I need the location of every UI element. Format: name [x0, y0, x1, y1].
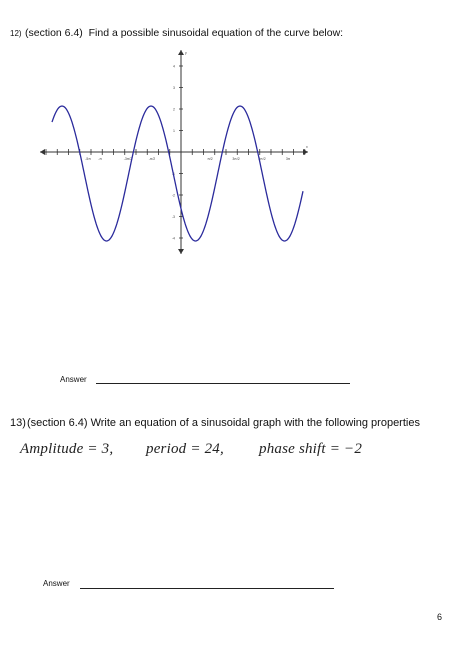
y-axis-arrow [178, 50, 184, 55]
x-tick-label: -3π/2 [123, 157, 133, 161]
answer-13-line[interactable] [80, 588, 334, 589]
sinusoid-graph [0, 40, 474, 310]
y-axis-arrow-bottom [178, 249, 184, 254]
x-tick-label: -π [98, 157, 102, 161]
question-13-text: (section 6.4) Write an equation of a sinusoidal graph with the following properties [27, 417, 420, 429]
y-tick-label: -3 [171, 215, 175, 219]
x-axis-label: x [306, 145, 308, 149]
property-period: period = 24, [146, 441, 224, 457]
y-tick-label: -2 [171, 193, 175, 198]
y-tick-label: 2 [173, 107, 175, 112]
x-tick-label: -5π [85, 157, 91, 161]
x-axis-arrow [303, 149, 308, 155]
x-axis-arrow-left [40, 149, 45, 155]
page-number: 6 [437, 612, 443, 622]
y-tick-label: 4 [173, 64, 175, 69]
y-tick-label: 3 [173, 86, 175, 90]
property-amplitude: Amplitude = 3, [20, 441, 114, 457]
x-tick-label: 3π/2 [232, 157, 240, 161]
y-tick-label: -4 [171, 236, 175, 241]
x-tick-label: π/2 [207, 157, 213, 161]
question-12-text: (section 6.4) Find a possible sinusoidal equation of the curve below: [25, 27, 344, 39]
question-12-number: 12) [10, 29, 22, 38]
y-tick-label: 1 [173, 129, 175, 133]
x-tick-label: 3π [285, 157, 291, 161]
x-tick-label: -π/2 [148, 157, 156, 161]
y-axis-label: y [185, 51, 187, 55]
answer-13-label: Answer [43, 579, 70, 588]
question-13-number: 13) [10, 417, 26, 429]
property-phase-shift: phase shift = −2 [259, 441, 363, 457]
answer-12-label: Answer [60, 375, 87, 384]
x-tick-label: 5π/2 [258, 157, 266, 161]
answer-12-line[interactable] [96, 383, 350, 384]
y-tick-label: -1 [171, 172, 175, 176]
sinusoid-curve [52, 106, 303, 241]
